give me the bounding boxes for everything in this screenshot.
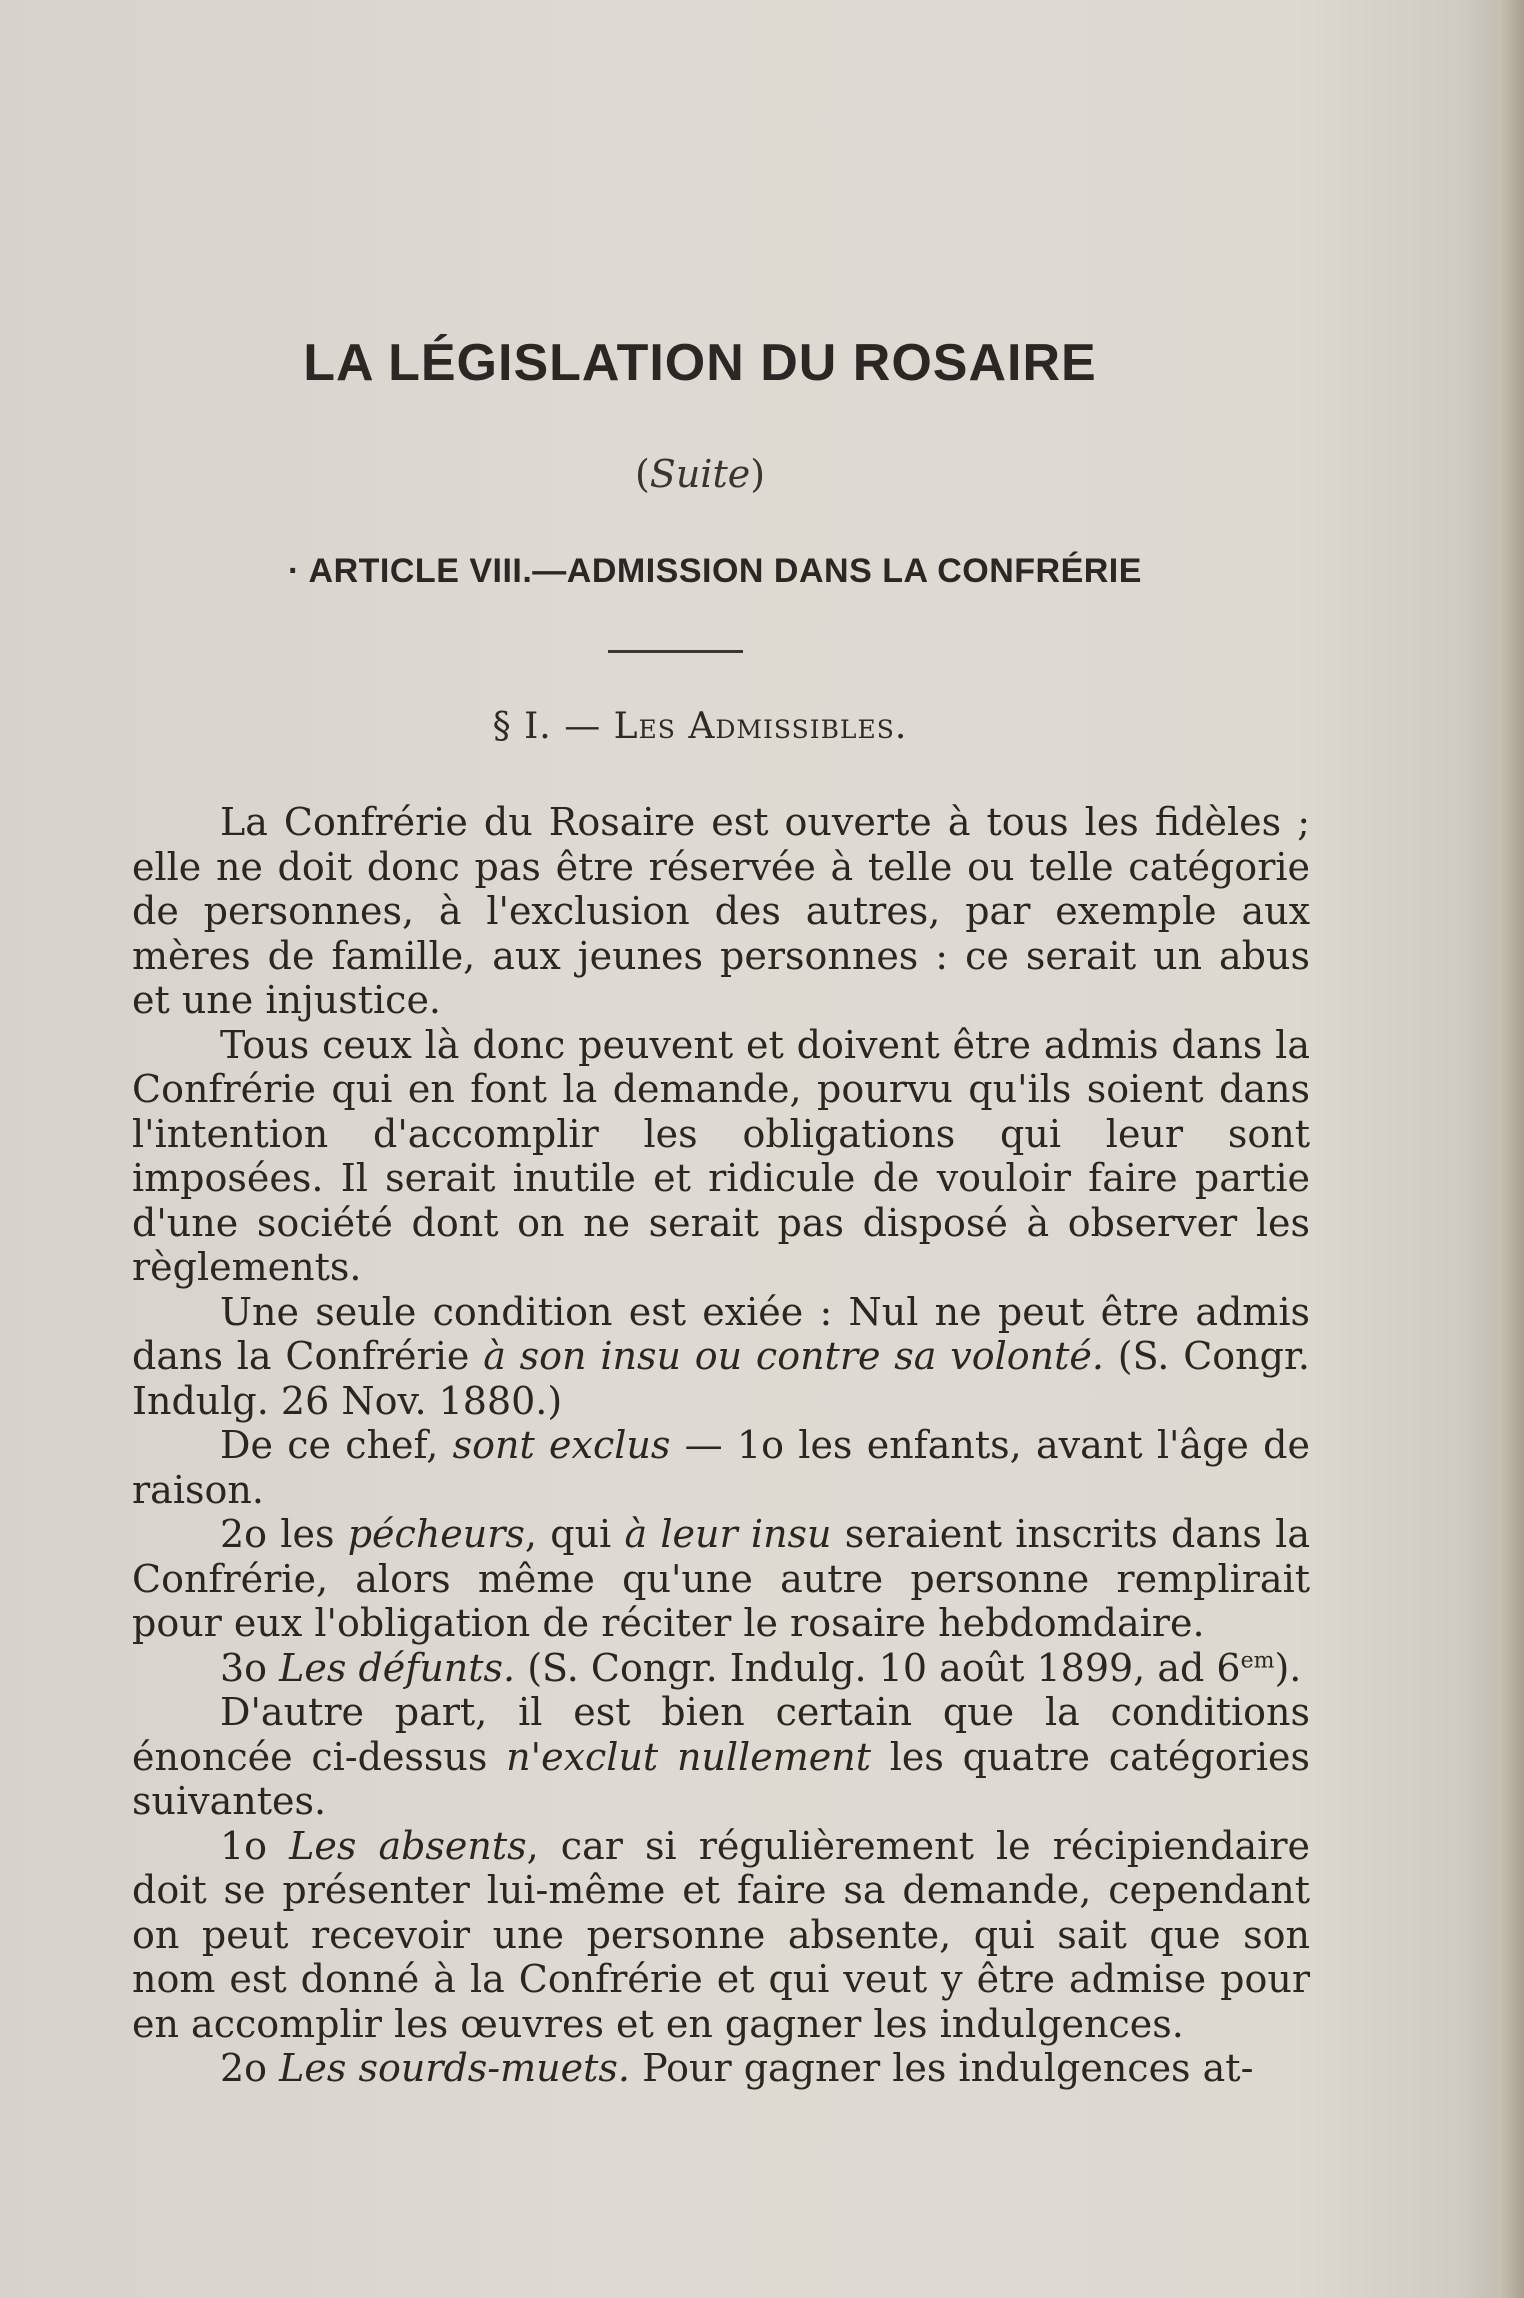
paragraph-8: [132, 1824, 1310, 2047]
italic-text: Les sourds-muets.: [279, 2046, 630, 2090]
paragraph-text: ).: [1274, 1645, 1302, 1690]
subtitle-open-paren: (: [634, 452, 650, 496]
paragraph-text: — 1o les enfants, avant l'âge de raison.: [132, 1423, 1310, 1512]
paragraph-text: (S. Congr. Indulg. 10 août 1899, ad 6: [515, 1645, 1241, 1690]
paragraph-2: [132, 1023, 1310, 1290]
paragraph-6: [132, 1646, 1310, 1691]
paragraph-text: 2o les: [220, 1512, 348, 1556]
paragraph-text: De ce chef,: [220, 1423, 453, 1467]
paragraph-7: [132, 1690, 1310, 1824]
paragraph-1: [132, 800, 1310, 1023]
paragraph-5: [132, 1512, 1310, 1646]
paragraph-text: 2o: [220, 2046, 280, 2090]
paragraph-text: 1o: [220, 1823, 290, 1868]
paragraph-text: 3o: [220, 1645, 280, 1690]
italic-text: à leur insu: [624, 1512, 832, 1556]
subtitle-suite: [0, 452, 1400, 496]
paragraph-text: les quatre catégories suivantes.: [132, 1734, 1310, 1823]
paragraph-3: [132, 1290, 1310, 1424]
subtitle-close-paren: ): [750, 452, 766, 496]
italic-text: Les absents: [289, 1823, 527, 1868]
body-text: [132, 800, 1310, 2091]
paragraph-text: Une seule condition est exiée : Nul ne peut être admis dans la Confrérie: [132, 1289, 1310, 1378]
section-heading: § I. — Les Admissibles.: [492, 706, 908, 747]
article-heading: · ARTICLE VIII.—ADMISSION DANS LA CONFRÉRIE: [288, 552, 1142, 590]
italic-text: pécheurs: [347, 1512, 525, 1556]
paragraph-text: D'autre part, il est bien certain que la conditions énoncée ci-dessus: [132, 1690, 1310, 1779]
paragraph-text: La Confrérie du Rosaire est ouverte à tous les fidèles ; elle ne doit donc pas être réservée à telle ou telle catégorie de personnes, à l'exclusion des autres, par exemple aux mères de famille, aux jeunes personnes : ce serait un abus et une injustice.: [132, 800, 1310, 1022]
italic-text: à son insu ou contre sa volonté.: [483, 1334, 1104, 1378]
paragraph-text: seraient inscrits dans la Confrérie, alors même qu'une autre personne remplirait pour eux l'obligation de réciter le rosaire hebdomdaire.: [132, 1512, 1310, 1645]
paragraph-4: [132, 1423, 1310, 1512]
subtitle-word: Suite: [649, 452, 751, 496]
paragraph-text: (S. Congr. Indulg. 26 Nov. 1880.): [132, 1334, 1311, 1423]
italic-text: sont exclus: [452, 1423, 671, 1467]
italic-text: n'exclut nullement: [506, 1734, 871, 1779]
paragraph-text: Tous ceux là donc peuvent et doivent être admis dans la Confrérie qui en font la demande, pourvu qu'ils soient dans l'intention d'accomplir les obligations qui leur sont imposées. Il serait inutile et ridicule de vouloir faire partie d'une société dont on ne serait pas disposé à observer les règlements.: [132, 1022, 1310, 1289]
paragraph-text: Pour gagner les indulgences at-: [629, 2046, 1254, 2090]
divider-rule: [608, 650, 743, 653]
paragraph-text: , qui: [524, 1512, 625, 1556]
paragraph-9: [132, 2046, 1310, 2091]
italic-text: Les défunts.: [279, 1645, 516, 1690]
page-title: LA LÉGISLATION DU ROSAIRE: [303, 334, 1097, 392]
superscript: em: [1240, 1647, 1275, 1673]
book-spine-edge: [1498, 0, 1524, 2298]
paragraph-text: , car si régulièrement le récipiendaire doit se présenter lui-même et faire sa demande, cependant on peut recevoir une personne absente, qui sait que son nom est donné à la Confrérie et qui veut y être admise pour en accomplir les œuvres et en gagner les indulgences.: [132, 1823, 1310, 2046]
